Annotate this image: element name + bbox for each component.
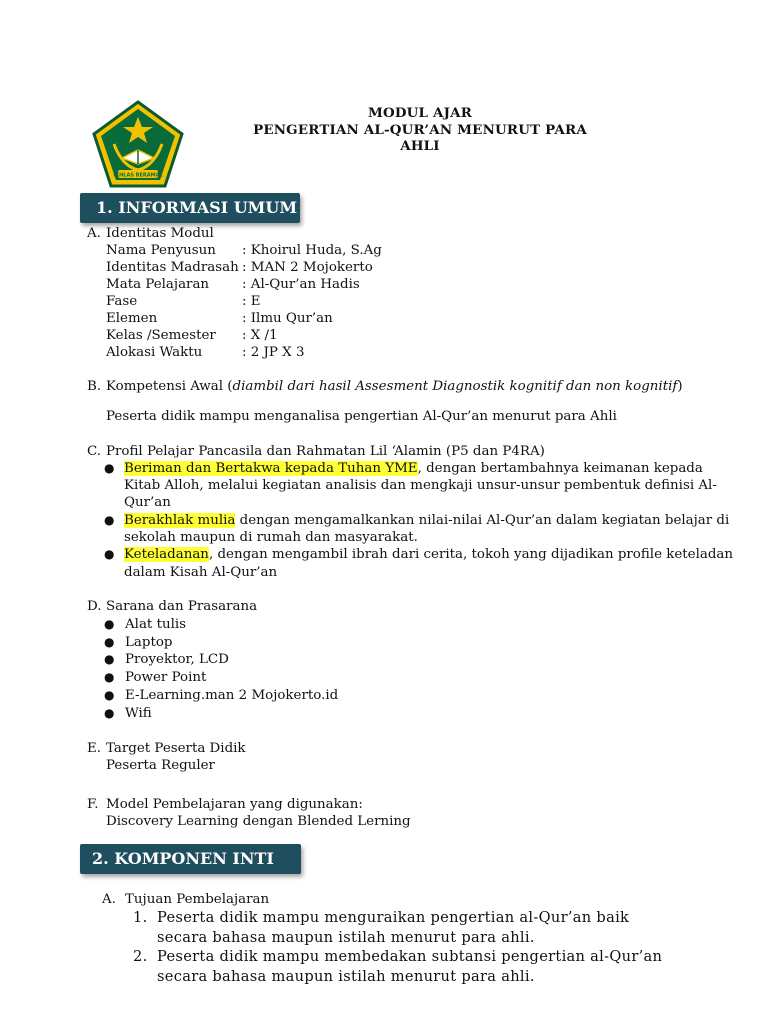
highlighted-text: Berakhlak mulia <box>124 513 236 528</box>
document-title: MODUL AJAR <box>367 105 473 121</box>
identity-value: : E <box>242 294 261 309</box>
identity-label: Elemen <box>106 311 158 326</box>
list-item-continuation: Kitab Alloh, melalui kegiatan analisis dan mengkaji unsur-unsur pembentuk definisi Al- <box>124 478 717 493</box>
identity-value: : Khoirul Huda, S.Ag <box>242 243 382 258</box>
list-item-text: , dengan bertambahnya keimanan kepada <box>417 461 703 476</box>
list-item-text: Laptop <box>125 635 173 650</box>
kompetensi-awal-text: Peserta didik mampu menganalisa pengertian Al-Qur’an menurut para Ahli <box>106 409 617 424</box>
bullet-icon: ● <box>104 461 115 475</box>
kompetensi-awal-title <box>106 378 683 395</box>
identity-label: Mata Pelajaran <box>106 277 210 292</box>
list-item-continuation: dalam Kisah Al-Qur’an <box>124 565 278 580</box>
bullet-icon: ● <box>104 635 115 649</box>
list-item-text: Proyektor, LCD <box>125 652 229 667</box>
kompetensi-title-post: ) <box>677 379 683 394</box>
list-item-continuation: Qur’an <box>124 495 171 510</box>
item-number: 1. <box>133 909 148 926</box>
item-text: Peserta didik mampu menguraikan pengertian al-Qur’an baik <box>157 909 630 926</box>
list-letter: A. <box>87 226 101 241</box>
numbered-item-continuation: secara bahasa maupun istilah menurut para ahli. <box>157 968 535 985</box>
bullet-icon: ● <box>104 706 115 720</box>
document-subtitle: PENGERTIAN AL-QUR’AN MENURUT PARA AHLI <box>253 122 587 154</box>
identity-label: Identitas Madrasah <box>106 260 239 275</box>
list-letter: C. <box>87 444 102 459</box>
identity-value: : Ilmu Qur’an <box>242 311 333 326</box>
item-text: Peserta didik mampu membedakan subtansi pengertian al-Qur’an <box>157 948 663 965</box>
bullet-icon: ● <box>104 617 115 631</box>
bullet-icon: ● <box>104 688 115 702</box>
identity-label: Nama Penyusun <box>106 243 216 258</box>
sarana-title: Sarana dan Prasarana <box>106 599 258 614</box>
logo-ribbon-text: IKHLAS BERAMAL <box>113 172 163 179</box>
identity-label: Alokasi Waktu <box>106 345 203 360</box>
identity-label: Kelas /Semester <box>106 328 216 343</box>
highlighted-text: Beriman dan Bertakwa kepada Tuhan YME <box>124 461 418 476</box>
profil-pelajar-title: Profil Pelajar Pancasila dan Rahmatan Lil ‘Alamin (P5 dan P4RA) <box>106 444 545 459</box>
numbered-item-continuation: secara bahasa maupun istilah menurut para ahli. <box>157 929 535 946</box>
kompetensi-title-pre: Kompetensi Awal ( <box>106 379 233 394</box>
bullet-icon: ● <box>104 547 115 561</box>
model-text: Discovery Learning dengan Blended Lerning <box>106 814 411 829</box>
bullet-icon: ● <box>104 513 115 527</box>
identity-value: : X /1 <box>242 328 278 343</box>
section-heading-komponen-inti: 2. KOMPONEN INTI <box>80 844 301 874</box>
list-letter: A. <box>102 892 116 907</box>
list-item-text: Alat tulis <box>125 617 187 632</box>
list-item-continuation: sekolah maupun di rumah dan masyarakat. <box>124 530 418 545</box>
list-letter: F. <box>87 797 99 812</box>
section-heading-informasi-umum: 1. INFORMASI UMUM <box>80 193 300 223</box>
list-item-text: Wifi <box>125 706 152 721</box>
highlighted-text: Keteladanan <box>124 547 209 562</box>
list-item-text: E-Learning.man 2 Mojokerto.id <box>125 688 339 703</box>
bullet-icon: ● <box>104 670 115 684</box>
target-text: Peserta Reguler <box>106 758 215 773</box>
kompetensi-title-italic: diambil dari hasil Assesment Diagnostik kognitif dan non kognitif <box>232 379 678 394</box>
list-letter: E. <box>87 741 102 756</box>
list-item-text: Power Point <box>125 670 207 685</box>
list-item-text: dengan mengamalkankan nilai-nilai Al-Qur’an dalam kegiatan belajar di <box>235 513 730 528</box>
identity-value: : 2 JP X 3 <box>242 345 305 360</box>
identitas-modul-title: Identitas Modul <box>106 226 214 241</box>
list-letter: D. <box>87 599 102 614</box>
item-number: 2. <box>133 948 148 965</box>
bullet-icon: ● <box>104 652 115 666</box>
ministry-logo <box>92 100 184 188</box>
list-letter: B. <box>87 379 102 394</box>
identity-value: : MAN 2 Mojokerto <box>242 260 373 275</box>
identity-label: Fase <box>106 294 138 309</box>
identity-value: : Al-Qur’an Hadis <box>242 277 360 292</box>
target-title: Target Peserta Didik <box>106 741 246 756</box>
list-item-text: , dengan mengambil ibrah dari cerita, tokoh yang dijadikan profile keteladan <box>208 547 734 562</box>
tujuan-title: Tujuan Pembelajaran <box>125 892 270 907</box>
model-title: Model Pembelajaran yang digunakan: <box>106 797 363 812</box>
